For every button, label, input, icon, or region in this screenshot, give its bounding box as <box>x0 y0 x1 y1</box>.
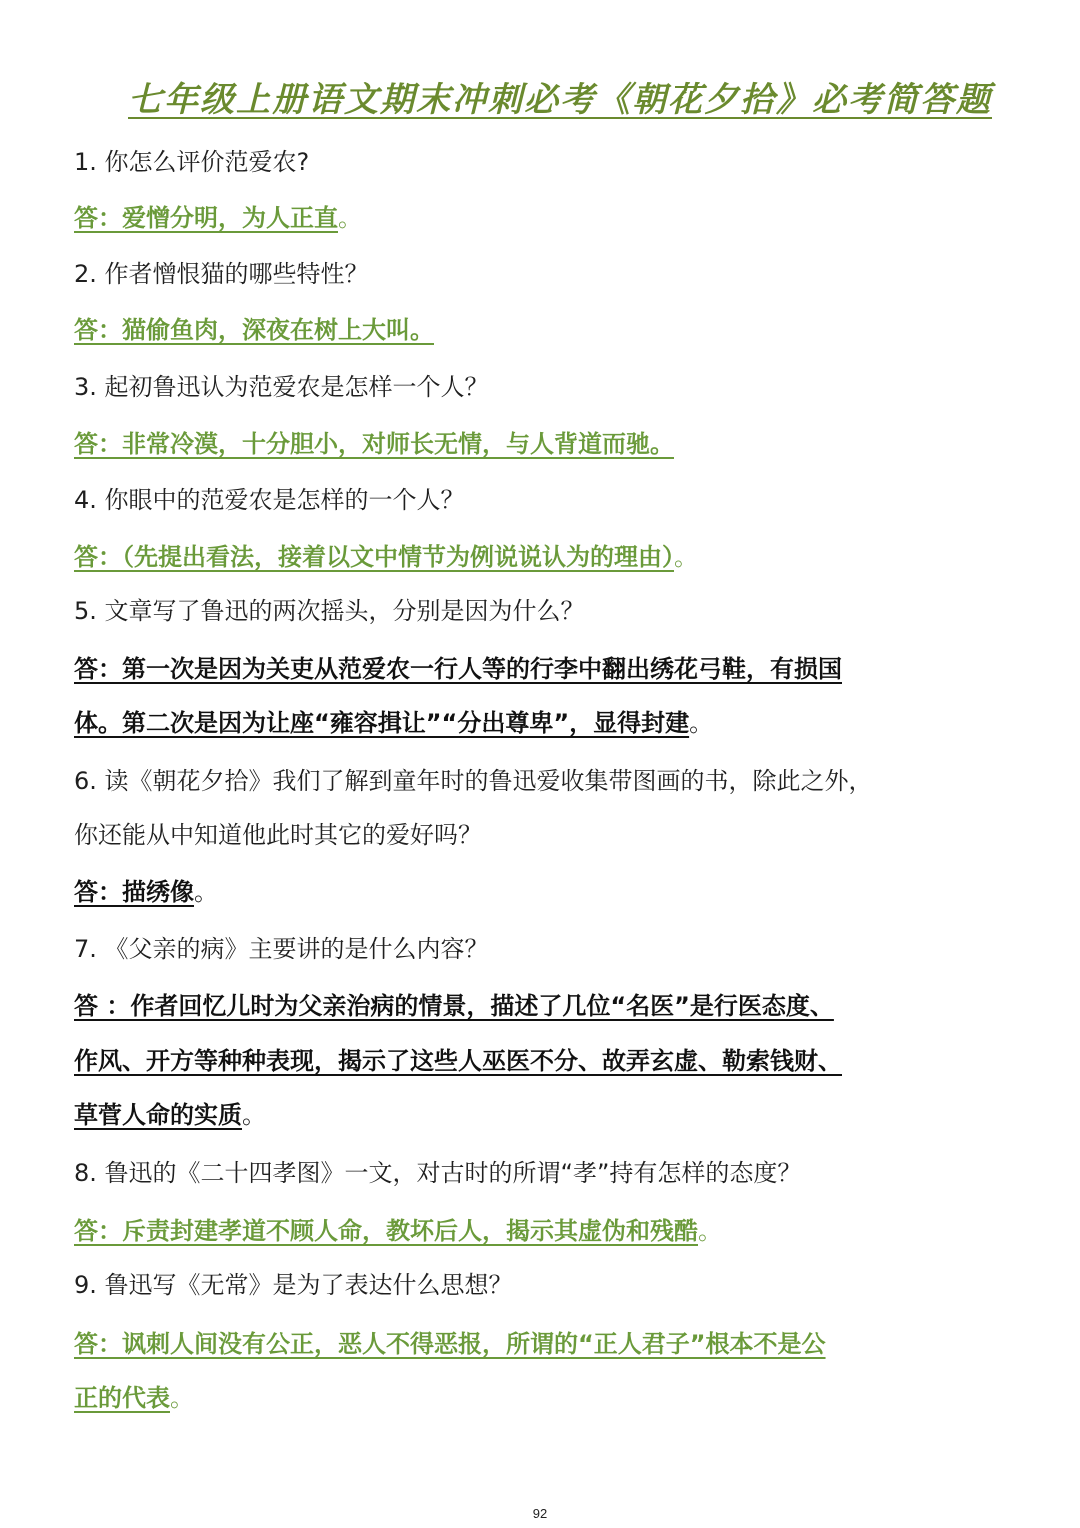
question-2: 2. 作者憎恨猫的哪些特性？ <box>74 260 369 288</box>
answer-8-tail: 。 <box>698 1217 722 1245</box>
answer-6 <box>74 872 1014 912</box>
answer-8-text: 答：斥责封建孝道不顾人命，教坏后人，揭示其虚伪和残酷 <box>74 1217 698 1245</box>
page-number: 92 <box>532 1506 548 1521</box>
answer-7-line-1 <box>74 986 1014 1026</box>
page-title <box>60 78 1060 122</box>
answer-4-tail: 。 <box>674 543 698 571</box>
answer-5-line-2 <box>74 703 1014 743</box>
answer-6-text: 答：描绣像 <box>74 878 194 906</box>
answer-8 <box>74 1211 1014 1251</box>
answer-6-tail: 。 <box>194 878 218 906</box>
question-3: 3. 起初鲁迅认为范爱农是怎样一个人？ <box>74 373 489 401</box>
answer-7-text-3: 草菅人命的实质 <box>74 1101 242 1129</box>
answer-9-line-1 <box>74 1324 1014 1364</box>
answer-9-line-2 <box>74 1378 1014 1418</box>
answer-4-text: 答：（先提出看法，接着以文中情节为例说说认为的理由） <box>74 543 674 571</box>
answer-7-line-3 <box>74 1095 1014 1135</box>
answer-3 <box>74 424 1014 464</box>
answer-5-line-1 <box>74 649 1014 689</box>
question-7: 7. 《父亲的病》主要讲的是什么内容？ <box>74 935 489 963</box>
answer-7-tail: 。 <box>242 1101 266 1129</box>
answer-7-line-2 <box>74 1041 1014 1081</box>
question-8: 8. 鲁迅的《二十四孝图》一文，对古时的所谓“孝”持有怎样的态度？ <box>74 1159 802 1187</box>
answer-2-text: 答：猫偷鱼肉，深夜在树上大叫。 <box>74 316 434 344</box>
question-4: 4. 你眼中的范爱农是怎样的一个人？ <box>74 486 465 514</box>
answer-1-tail: 。 <box>338 204 362 232</box>
answer-7-text-1: 答 ：作者回忆儿时为父亲治病的情景，描述了几位“名医”是行医态度、 <box>74 992 834 1020</box>
answer-5-text-1: 答：第一次是因为关吏从范爱农一行人等的行李中翻出绣花弓鞋，有损国 <box>74 655 842 683</box>
answer-9-text-2: 正的代表 <box>74 1384 170 1412</box>
question-6-line-2: 你还能从中知道他此时其它的爱好吗？ <box>74 821 482 849</box>
answer-9-text-1: 答：讽刺人间没有公正，恶人不得恶报，所谓的“正人君子”根本不是公 <box>74 1330 826 1358</box>
question-5: 5. 文章写了鲁迅的两次摇头，分别是因为什么？ <box>74 597 585 625</box>
answer-4 <box>74 537 1014 577</box>
question-1: 1. 你怎么评价范爱农? <box>74 148 310 176</box>
question-9: 9. 鲁迅写《无常》是为了表达什么思想？ <box>74 1271 513 1299</box>
answer-2 <box>74 310 1014 350</box>
question-6-line-1: 6. 读《朝花夕拾》我们了解到童年时的鲁迅爱收集带图画的书，除此之外， <box>74 767 873 795</box>
answer-5-tail: 。 <box>689 709 714 737</box>
answer-7-text-2: 作风、开方等种种表现，揭示了这些人巫医不分、故弄玄虚、勒索钱财、 <box>74 1047 842 1075</box>
answer-9-tail: 。 <box>170 1384 194 1412</box>
page-title-text: 七年级上册语文期末冲刺必考《朝花夕拾》必考简答题 <box>128 80 992 120</box>
answer-1-text: 答：爱憎分明，为人正直 <box>74 204 338 232</box>
answer-3-text: 答：非常冷漠，十分胆小，对师长无情，与人背道而驰。 <box>74 430 674 458</box>
answer-1 <box>74 198 1014 238</box>
answer-5-text-2: 体。第二次是因为让座“雍容揖让”“分出尊卑”，显得封建 <box>74 709 690 737</box>
